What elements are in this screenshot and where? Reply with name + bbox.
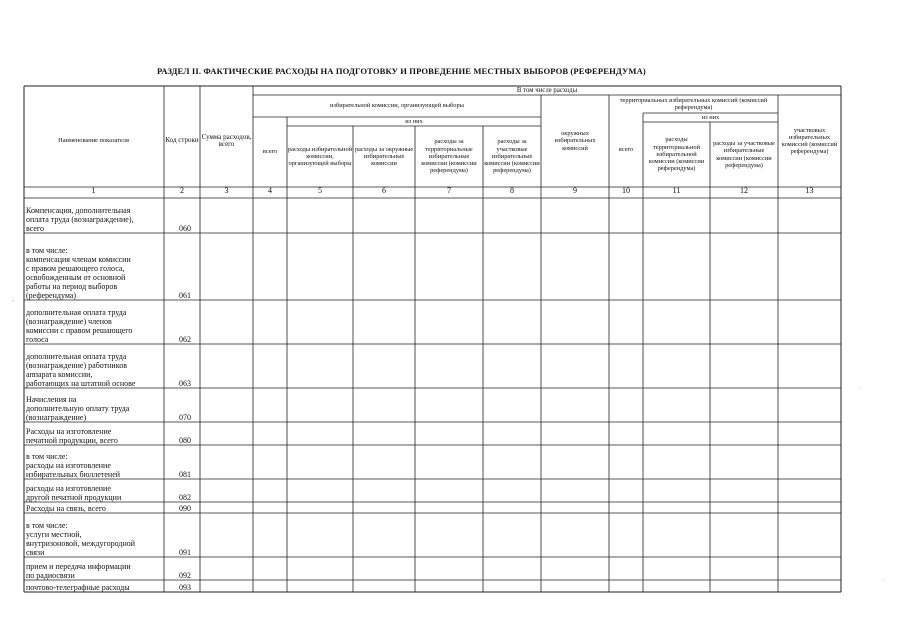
- row-091-label: в том числе: услуги местной, внутризоновой, междугородной связи: [26, 521, 136, 557]
- row-063-code: 063: [179, 379, 191, 388]
- row-093-code: 093: [179, 583, 191, 592]
- header-tik-iz-nih: из них: [701, 113, 720, 121]
- header-col6: расходы за окружные избирательные комиссии: [354, 145, 414, 168]
- header-ik-iz-nih: из них: [405, 117, 423, 125]
- col-number-3: 3: [224, 186, 229, 195]
- section-title: РАЗДЕЛ II. ФАКТИЧЕСКИЕ РАСХОДЫ НА ПОДГОТОВКУ И ПРОВЕДЕНИЕ МЕСТНЫХ ВЫБОРОВ (РЕФЕРЕНДУМА): [157, 66, 646, 76]
- header-tik: территориальных избирательных комиссий (комиссий референдума): [619, 96, 768, 111]
- header-ik-org: избирательной комиссии, организующей выборы: [330, 102, 464, 110]
- header-col11: расходы территориальной избирательной комиссии (комиссии референдума): [648, 136, 705, 173]
- col-number-5: 5: [318, 186, 322, 195]
- col-number-8: 8: [510, 186, 514, 195]
- row-082-label: расходы на изготовление другой печатной продукции: [26, 484, 122, 502]
- row-061-label: в том числе: компенсация членам комиссии с правом решающего голоса, освобожденным от основной работы на период выборов (референдума): [26, 246, 131, 300]
- scan-speck: .: [860, 383, 862, 391]
- col-number-7: 7: [447, 186, 451, 195]
- row-090-code: 090: [179, 504, 191, 513]
- col-number-4: 4: [268, 186, 272, 195]
- header-col13: участковых избирательных комиссий (комиссий референдума): [781, 126, 838, 156]
- header-col12: расходы за участковые избирательные комиссии (комиссии референдума): [713, 140, 775, 169]
- header-sum: Сумма расходов, всего: [201, 132, 252, 148]
- header-code: Код строки: [165, 136, 199, 145]
- col-number-6: 6: [382, 186, 386, 195]
- scan-speck: ·: [882, 577, 885, 585]
- row-092-code: 092: [179, 571, 191, 580]
- row-062-label: дополнительная оплата труда (вознаграждение) членов комиссии с правом решающего голоса: [26, 308, 133, 344]
- header-col9: окружных избирательных комиссий: [554, 130, 596, 152]
- header-name: Наименование показателя: [58, 137, 129, 145]
- row-082-code: 082: [179, 493, 191, 502]
- header-col4: всего: [262, 148, 278, 156]
- col-number-12: 12: [740, 186, 748, 195]
- header-col10: всего: [618, 146, 634, 154]
- row-063-label: дополнительная оплата труда (вознаграждение) работников аппарата комиссии, работающих на штатной основе: [26, 352, 136, 388]
- row-081-label: в том числе: расходы на изготовление избирательных бюллетеней: [26, 452, 121, 479]
- row-060-code: 060: [179, 224, 191, 233]
- header-col7: расходы за территориальные избирательные комиссии (комиссии референдума): [421, 138, 477, 175]
- row-061-code: 061: [179, 291, 191, 300]
- row-060-label: Компенсация, дополнительная оплата труда (вознаграждение), всего: [26, 206, 134, 233]
- scan-speck: ,: [12, 295, 14, 303]
- col-number-11: 11: [672, 186, 681, 195]
- row-080-code: 080: [179, 436, 191, 445]
- row-081-code: 081: [179, 470, 191, 479]
- row-092-label: прием и передача информации по радиосвязи: [26, 562, 131, 580]
- header-col8: расходы за участковые избирательные комиссии (комиссии референдума): [484, 138, 540, 175]
- header-in-total: В том числе расходы: [516, 86, 578, 94]
- col-number-13: 13: [805, 186, 814, 195]
- header-col5: расходы избирательной комиссии, организующей выборы: [287, 145, 353, 168]
- col-number-10: 10: [622, 186, 630, 195]
- col-number-2: 2: [180, 186, 184, 195]
- row-070-code: 070: [179, 413, 191, 422]
- col-number-1: 1: [91, 186, 96, 195]
- row-090-label: Расходы на связь, всего: [26, 504, 106, 513]
- row-091-code: 091: [179, 548, 191, 557]
- row-093-label: почтово-телеграфные расходы: [26, 583, 130, 592]
- col-number-9: 9: [573, 186, 577, 195]
- row-080-label: Расходы на изготовление печатной продукции, всего: [26, 427, 118, 445]
- row-062-code: 062: [179, 335, 191, 344]
- row-070-label: Начисления на дополнительную оплату труда (вознаграждение): [26, 395, 130, 422]
